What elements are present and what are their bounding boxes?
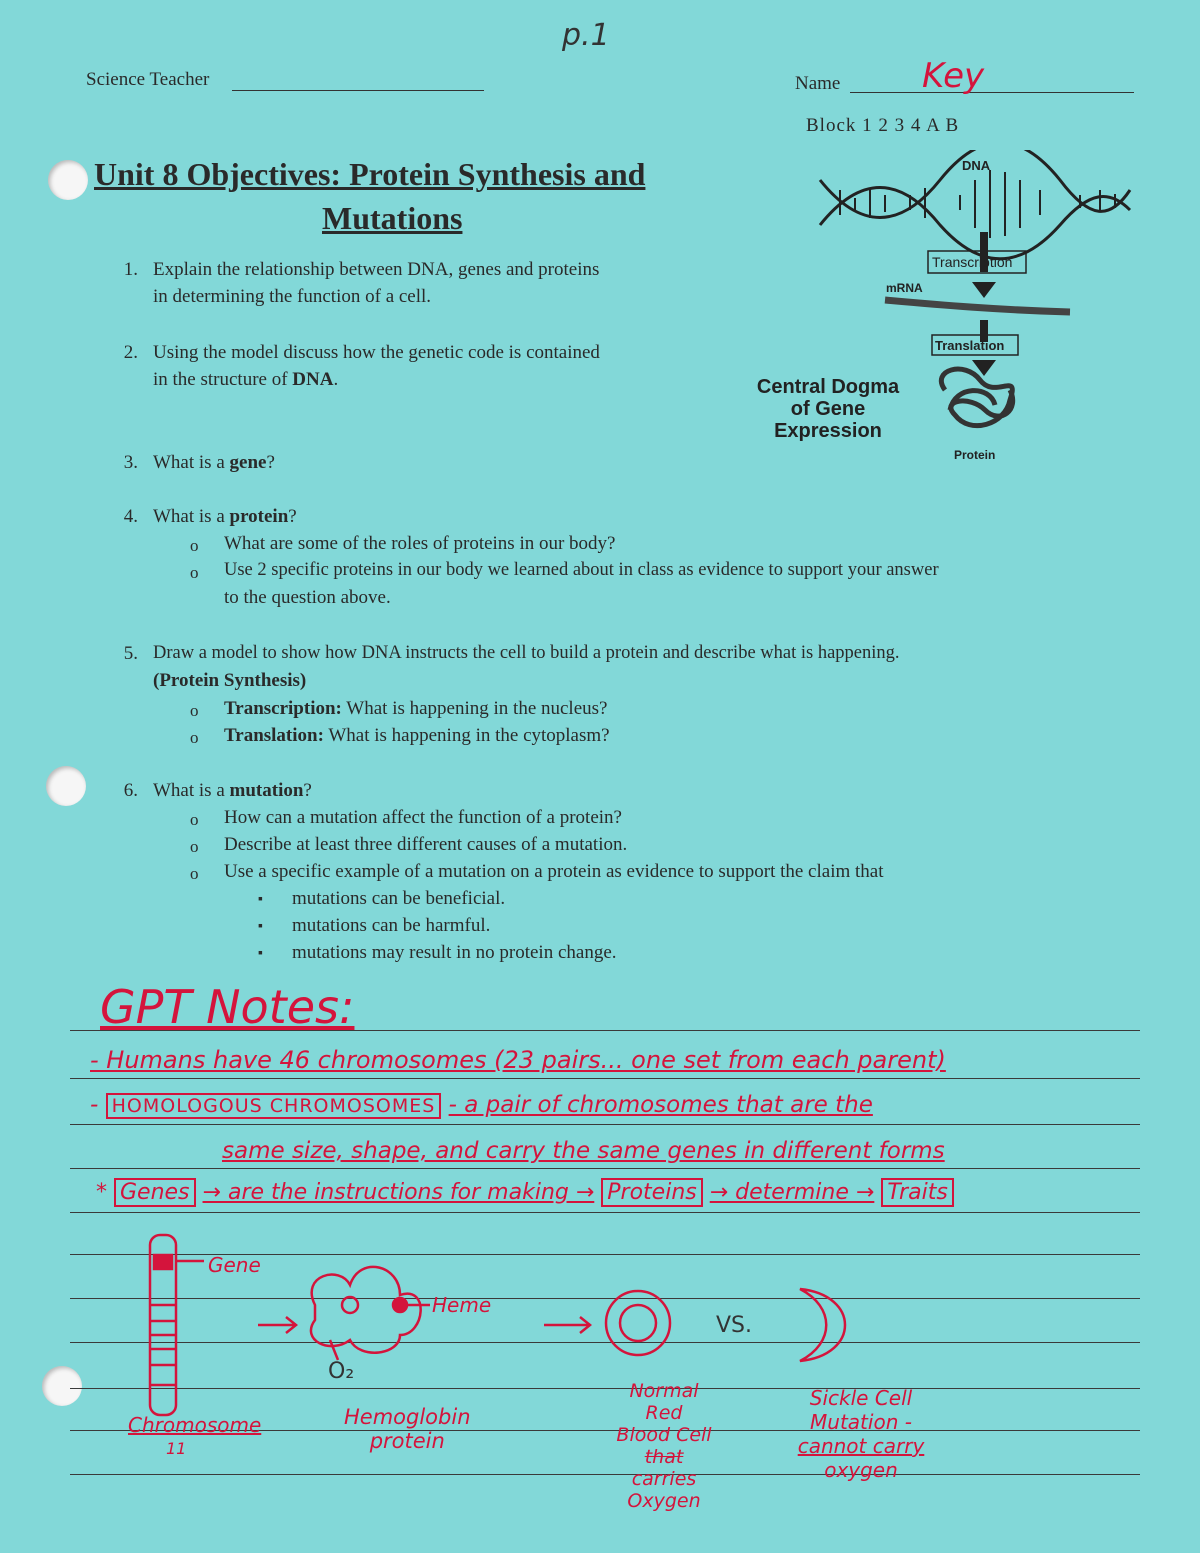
objective-number: 6. bbox=[123, 780, 138, 801]
teacher-label: Science Teacher bbox=[86, 69, 210, 90]
notes-line-2 bbox=[90, 1092, 873, 1118]
chromosome-label: Chromosome bbox=[128, 1413, 262, 1437]
notes-line-4-det: → determine → bbox=[709, 1180, 875, 1205]
protein-label: Protein bbox=[954, 448, 996, 462]
name-label: Name bbox=[795, 73, 841, 94]
square-bullet: ▪ bbox=[258, 919, 263, 934]
notes-dash: - bbox=[90, 1092, 99, 1118]
protein-coil bbox=[941, 369, 1012, 426]
hand-drawing bbox=[100, 1225, 1100, 1465]
arrow-head-1 bbox=[972, 282, 996, 298]
objective-3 bbox=[153, 449, 275, 476]
proteins-term: Proteins bbox=[601, 1178, 702, 1207]
objective-3-bold: gene bbox=[229, 452, 267, 473]
objective-6 bbox=[153, 777, 312, 804]
square-bullet: ▪ bbox=[258, 892, 263, 907]
binder-hole-bottom bbox=[42, 1366, 82, 1406]
hemoglobin-label bbox=[344, 1405, 471, 1453]
sickle-line-4: oxygen bbox=[824, 1458, 898, 1482]
sickle-line-3: cannot carry bbox=[797, 1434, 925, 1458]
objective-4-post: ? bbox=[288, 506, 297, 527]
binder-hole-middle bbox=[46, 766, 86, 806]
translation-term: Translation: bbox=[224, 725, 324, 746]
genes-term: Genes bbox=[114, 1178, 196, 1207]
page-number: p.1 bbox=[562, 18, 610, 53]
objective-4-sub1: What are some of the roles of proteins in our body? bbox=[224, 533, 616, 554]
sub-bullet: o bbox=[190, 728, 199, 747]
binder-hole-top bbox=[48, 160, 88, 200]
heme-label: Heme bbox=[432, 1293, 492, 1317]
objective-4-text: What is a bbox=[153, 506, 225, 527]
objective-number: 4. bbox=[123, 506, 138, 527]
sickle-line-2: Mutation - bbox=[810, 1410, 912, 1434]
objective-5-sub1 bbox=[224, 695, 607, 722]
traits-term: Traits bbox=[881, 1178, 953, 1207]
caption-line-3: Expression bbox=[774, 420, 882, 442]
objective-6-sub3: Use a specific example of a mutation on a protein as evidence to support the claim that bbox=[224, 861, 884, 882]
hemoglobin-line-1: Hemoglobin bbox=[344, 1405, 471, 1429]
dna-label: DNA bbox=[962, 158, 991, 173]
objective-4 bbox=[153, 503, 297, 530]
name-line bbox=[850, 92, 1134, 93]
objective-5-sub2 bbox=[224, 722, 610, 749]
rbc-line-2: Red bbox=[645, 1402, 683, 1424]
objective-6-text: What is a bbox=[153, 780, 225, 801]
objective-2-bold: DNA bbox=[292, 369, 334, 390]
transcription-term: Transcription: bbox=[224, 698, 342, 719]
objective-6-sub2: Describe at least three different causes of a mutation. bbox=[224, 834, 628, 855]
objective-6-sub1: How can a mutation affect the function of a protein? bbox=[224, 807, 622, 828]
translation-label: Translation bbox=[935, 338, 1005, 353]
notes-line-4 bbox=[96, 1180, 954, 1205]
o2-label: O₂ bbox=[328, 1359, 355, 1384]
homologous-chromosomes-term: HOMOLOGOUS CHROMOSOMES bbox=[106, 1093, 442, 1119]
sub-bullet: o bbox=[190, 563, 199, 582]
notes-line-4-mid: → are the instructions for making → bbox=[202, 1180, 595, 1205]
objective-1-line2: in determining the function of a cell. bbox=[153, 286, 432, 307]
caption-line-2: of Gene bbox=[790, 398, 866, 420]
arrow-2 bbox=[544, 1317, 590, 1333]
notebook-rule bbox=[70, 1124, 1140, 1125]
rbc-line-1: Normal bbox=[629, 1380, 699, 1402]
notes-line-2-rest: - a pair of chromosomes that are the bbox=[448, 1092, 873, 1118]
notes-heading: GPT Notes: bbox=[100, 980, 355, 1034]
mrna-strand bbox=[885, 300, 1070, 312]
objective-number: 2. bbox=[123, 342, 138, 363]
caption-line-1: Central Dogma bbox=[756, 376, 900, 398]
objective-number: 5. bbox=[123, 643, 138, 664]
transcription-label: Transcription bbox=[932, 254, 1013, 270]
objective-number: 3. bbox=[123, 452, 138, 473]
objective-4-bold: protein bbox=[229, 506, 289, 527]
objective-2-text: in the structure of bbox=[153, 369, 288, 390]
name-value: Key bbox=[922, 56, 985, 96]
notebook-rule bbox=[70, 1168, 1140, 1169]
hemoglobin-line-2: protein bbox=[369, 1429, 445, 1453]
square-bullet: ▪ bbox=[258, 946, 263, 961]
notes-line-1: - Humans have 46 chromosomes (23 pairs... one set from each parent) bbox=[90, 1046, 946, 1074]
teacher-line bbox=[232, 90, 484, 91]
objective-6-post: ? bbox=[303, 780, 312, 801]
sub-bullet: o bbox=[190, 536, 199, 555]
rbc-label bbox=[604, 1380, 724, 1512]
objective-5-line2: (Protein Synthesis) bbox=[153, 670, 307, 691]
objective-5-sub1-text: What is happening in the nucleus? bbox=[346, 698, 608, 719]
rbc-line-6: Oxygen bbox=[627, 1490, 701, 1512]
objective-2-line1: Using the model discuss how the genetic code is contained bbox=[153, 342, 600, 363]
objective-5-line1: Draw a model to show how DNA instructs the cell to build a protein and describe what is happening. bbox=[153, 643, 900, 663]
sub-bullet: o bbox=[190, 837, 199, 856]
red-blood-cell bbox=[606, 1291, 670, 1355]
gene-label: Gene bbox=[208, 1253, 261, 1277]
objective-6-bullet2: mutations can be harmful. bbox=[292, 915, 491, 936]
rbc-line-4: that bbox=[644, 1446, 684, 1468]
rbc-line-5: carries bbox=[631, 1468, 697, 1490]
sub-bullet: o bbox=[190, 864, 199, 883]
block-label: Block 1 2 3 4 A B bbox=[806, 115, 960, 136]
objective-2-post: . bbox=[333, 369, 339, 390]
objective-5-sub2-text: What is happening in the cytoplasm? bbox=[328, 725, 610, 746]
arrow-1 bbox=[258, 1317, 296, 1333]
sub-bullet: o bbox=[190, 701, 199, 720]
objective-4-sub2-line1: Use 2 specific proteins in our body we learned about in class as evidence to support your answer bbox=[224, 560, 939, 580]
central-dogma-diagram bbox=[740, 150, 1140, 470]
objective-2-line2 bbox=[153, 366, 338, 393]
rbc-line-3: Blood Cell bbox=[616, 1424, 712, 1446]
objective-6-bold: mutation bbox=[229, 780, 304, 801]
notes-star: * bbox=[96, 1180, 107, 1205]
sickle-line-1: Sickle Cell bbox=[809, 1386, 913, 1410]
objective-6-bullet3: mutations may result in no protein change. bbox=[292, 942, 617, 963]
notes-line-3: same size, shape, and carry the same genes in different forms bbox=[222, 1138, 945, 1164]
objective-6-bullet1: mutations can be beneficial. bbox=[292, 888, 506, 909]
notebook-rule bbox=[70, 1212, 1140, 1213]
objective-4-sub2-line2: to the question above. bbox=[224, 587, 391, 608]
objective-3-text: What is a bbox=[153, 452, 225, 473]
objective-3-post: ? bbox=[266, 452, 275, 473]
vs-label: VS. bbox=[716, 1313, 753, 1338]
gene-band bbox=[154, 1255, 172, 1269]
sub-bullet: o bbox=[190, 810, 199, 829]
objective-1-line1: Explain the relationship between DNA, genes and proteins bbox=[153, 259, 600, 280]
notebook-rule bbox=[70, 1078, 1140, 1079]
sickle-cell bbox=[800, 1289, 845, 1361]
page-title-line2: Mutations bbox=[322, 200, 463, 236]
sickle-cell-label bbox=[776, 1386, 946, 1482]
chromosome-number: 11 bbox=[166, 1439, 187, 1458]
central-dogma-caption bbox=[740, 376, 916, 442]
objective-number: 1. bbox=[123, 259, 138, 280]
mrna-label: mRNA bbox=[886, 281, 923, 295]
page-title: Unit 8 Objectives: Protein Synthesis and bbox=[94, 156, 646, 192]
